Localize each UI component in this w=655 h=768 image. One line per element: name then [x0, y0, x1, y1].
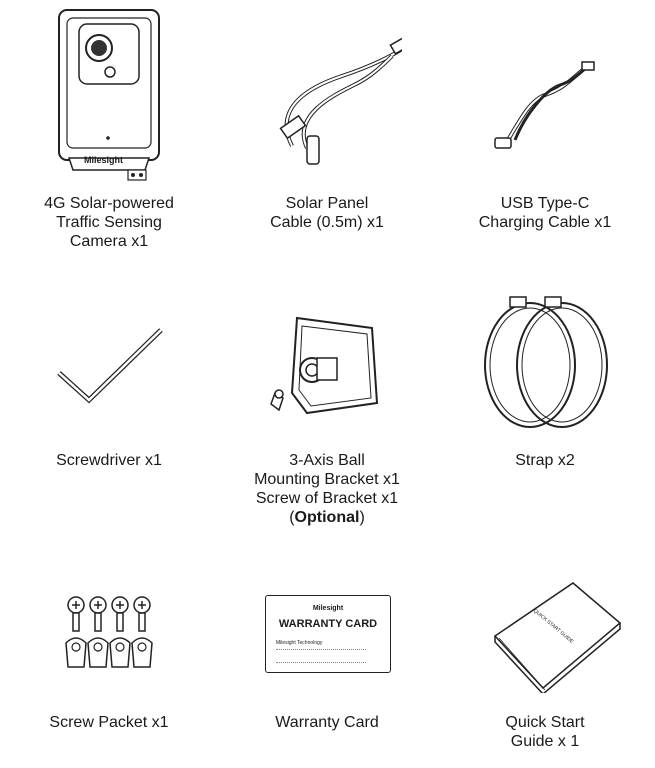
- card-company: Milesight Technology: [276, 640, 323, 646]
- screwdriver-caption: Screwdriver x1: [56, 452, 162, 469]
- bracket-caption: 3-Axis Ball Mounting Bracket x1 Screw of Bracket x1 (Optional): [254, 452, 400, 526]
- solar-cable-caption: Solar Panel Cable (0.5m) x1: [270, 195, 384, 231]
- card-logo: Milesight: [312, 605, 344, 612]
- camera-caption: 4G Solar-powered Traffic Sensing Camera x1: [44, 195, 174, 250]
- quick-start-guide-icon: [436, 578, 654, 693]
- usb-cable-caption: USB Type-C Charging Cable x1: [478, 195, 612, 231]
- warranty-card-icon: [265, 595, 391, 673]
- screw-packet-icon: [0, 595, 218, 675]
- usb-cable-icon: [436, 60, 654, 160]
- card-title: WARRANTY CARD: [278, 618, 378, 630]
- solar-cable-icon: [218, 36, 436, 176]
- bracket-icon: [218, 308, 436, 418]
- warranty-card-caption: Warranty Card: [275, 714, 379, 731]
- quick-start-guide-caption: Quick Start Guide x 1: [505, 714, 585, 750]
- screw-packet-caption: Screw Packet x1: [49, 714, 169, 731]
- camera-logo: Milesight: [84, 155, 124, 165]
- strap-caption: Strap x2: [515, 452, 575, 469]
- card-fine-print: [276, 649, 366, 663]
- strap-icon: [436, 295, 654, 430]
- guide-cover-text: QUICK START GUIDE: [532, 608, 575, 645]
- screwdriver-icon: [0, 325, 218, 405]
